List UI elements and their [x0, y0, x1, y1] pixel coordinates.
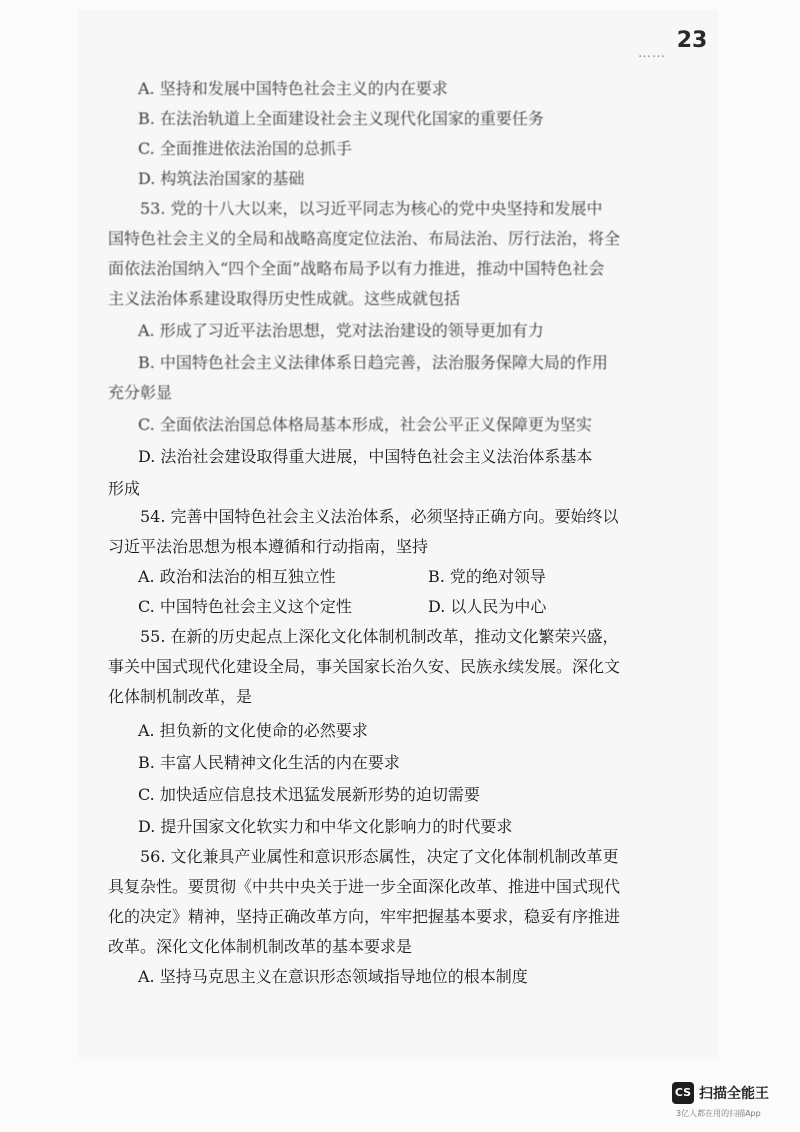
option-right: D. 以人民为中心	[428, 597, 547, 616]
text-line: 54. 完善中国特色社会主义法治体系，必须坚持正确方向。要始终以	[140, 507, 619, 526]
text-line: A. 形成了习近平法治思想，党对法治建设的领导更加有力	[138, 321, 544, 340]
text-line: C. 加快适应信息技术迅猛发展新形势的迫切需要	[138, 785, 480, 804]
text-line: A. 担负新的文化使命的必然要求	[138, 721, 368, 740]
text-line: 53. 党的十八大以来，以习近平同志为核心的党中央坚持和发展中	[140, 199, 603, 218]
text-line: 56. 文化兼具产业属性和意识形态属性，决定了文化体制机制改革更	[140, 847, 619, 866]
text-line: 主义法治体系建设取得历史性成就。这些成就包括	[108, 289, 461, 308]
text-line: 事关中国式现代化建设全局，事关国家长治久安、民族永续发展。深化文	[108, 657, 621, 676]
text-line: 化的决定》精神，坚持正确改革方向，牢牢把握基本要求，稳妥有序推进	[108, 907, 621, 926]
text-line: D. 提升国家文化软实力和中华文化影响力的时代要求	[138, 817, 513, 836]
option-right: B. 党的绝对领导	[428, 567, 546, 586]
option-row	[138, 566, 546, 588]
camscanner-logo-icon: CS	[672, 1082, 694, 1104]
text-line: A. 坚持和发展中国特色社会主义的内在要求	[138, 79, 448, 98]
text-line: A. 坚持马克思主义在意识形态领域指导地位的根本制度	[138, 967, 528, 986]
text-line: 55. 在新的历史起点上深化文化体制机制改革，推动文化繁荣兴盛，	[140, 627, 619, 646]
option-left: C. 中国特色社会主义这个定性	[138, 597, 352, 616]
text-line: 形成	[108, 479, 141, 498]
text-line: 化体制机制改革，是	[108, 687, 253, 706]
watermark-title: 扫描全能王	[699, 1086, 769, 1102]
text-line: D. 构筑法治国家的基础	[138, 169, 305, 188]
text-line: 国特色社会主义的全局和战略高度定位法治、布局法治、厉行法治，将全	[108, 229, 621, 248]
option-row	[138, 596, 547, 618]
text-line: 充分彰显	[108, 383, 173, 402]
text-line: B. 丰富人民精神文化生活的内在要求	[138, 753, 400, 772]
text-line: 面依法治国纳入“四个全面”战略布局予以有力推进，推动中国特色社会	[108, 259, 605, 278]
text-line: C. 全面依法治国总体格局基本形成，社会公平正义保障更为坚实	[138, 415, 592, 434]
text-line: B. 在法治轨道上全面建设社会主义现代化国家的重要任务	[138, 109, 544, 128]
text-line: 具复杂性。要贯彻《中共中央关于进一步全面深化改革、推进中国式现代	[108, 877, 621, 896]
running-header: ……	[638, 46, 666, 61]
text-line: 习近平法治思想为根本遵循和行动指南，坚持	[108, 537, 429, 556]
text-line: C. 全面推进依法治国的总抓手	[138, 139, 352, 158]
page-number: 23	[676, 28, 708, 53]
text-line: D. 法治社会建设取得重大进展，中国特色社会主义法治体系基本	[138, 447, 593, 466]
watermark-subtitle: 3亿人都在用的扫描App	[676, 1109, 761, 1118]
text-line: B. 中国特色社会主义法律体系日趋完善，法治服务保障大局的作用	[138, 353, 608, 372]
option-left: A. 政治和法治的相互独立性	[138, 567, 336, 586]
document-page	[78, 10, 718, 1060]
text-line: 改革。深化文化体制机制改革的基本要求是	[108, 937, 413, 956]
scanner-watermark	[672, 1082, 782, 1120]
